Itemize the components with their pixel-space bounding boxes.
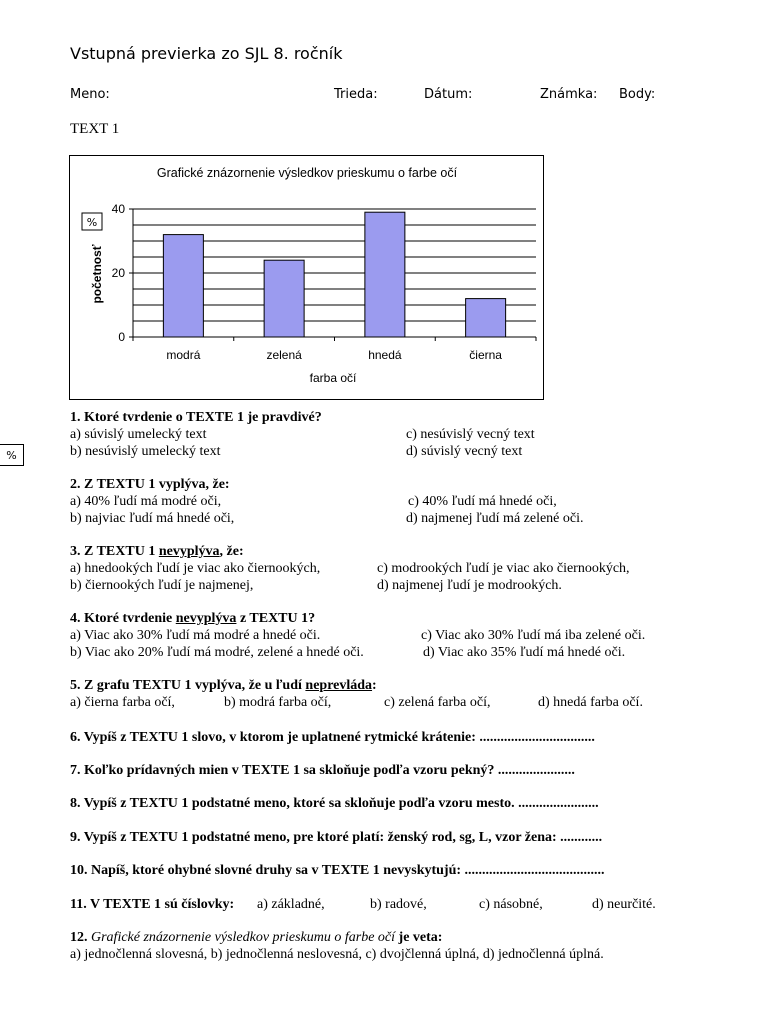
q3-option-a: a) hnedookých ľudí je viac ako čiernookých, xyxy=(70,561,321,576)
q2-option-d: d) najmenej ľudí má zelené oči. xyxy=(406,511,584,526)
x-tick-label: čierna xyxy=(469,348,502,362)
bar-3 xyxy=(466,299,506,337)
q5-option-d: d) hnedá farba očí. xyxy=(538,695,643,710)
q11-option-b: b) radové, xyxy=(370,897,427,912)
q3-option-b: b) čiernookých ľudí je najmenej, xyxy=(70,578,254,593)
q12-title: 12. Grafické znázornenie výsledkov prieskumu o farbe očí je veta: xyxy=(70,930,443,945)
q7: 7. Koľko prídavných mien v TEXTE 1 sa skloňuje podľa vzoru pekný? ...................... xyxy=(70,763,575,778)
q11-option-a: a) základné, xyxy=(257,897,325,912)
y-tick-label: 0 xyxy=(118,330,125,344)
q1-option-c: c) nesúvislý vecný text xyxy=(406,427,535,442)
bar-1 xyxy=(264,260,304,337)
page-title: Vstupná previerka zo SJL 8. ročník xyxy=(70,44,343,63)
q11-option-d: d) neurčité. xyxy=(592,897,656,912)
y-tick-label: 20 xyxy=(111,266,125,280)
q4-title: 4. Ktoré tvrdenie nevyplýva z TEXTU 1? xyxy=(70,611,316,626)
y-axis-label: početnosť xyxy=(90,244,104,304)
q6: 6. Vypíš z TEXTU 1 slovo, v ktorom je uplatnené rytmické krátenie: ................................. xyxy=(70,730,595,745)
points-label: Body: xyxy=(619,87,656,102)
q9: 9. Vypíš z TEXTU 1 podstatné meno, pre ktoré platí: ženský rod, sg, L, vzor žena: ............ xyxy=(70,830,603,845)
q3-option-d: d) najmenej ľudí je modrookých. xyxy=(377,578,562,593)
bar-chart xyxy=(70,156,543,399)
grade-label: Známka: xyxy=(540,87,598,102)
bar-2 xyxy=(365,212,405,337)
x-tick-label: zelená xyxy=(266,348,302,362)
q1-title: 1. Ktoré tvrdenie o TEXTE 1 je pravdivé? xyxy=(70,410,322,425)
q4-option-b: b) Viac ako 20% ľudí má modré, zelené a hnedé oči. xyxy=(70,645,364,660)
q4-option-c: c) Viac ako 30% ľudí má iba zelené oči. xyxy=(421,628,646,643)
x-axis-label: farba očí xyxy=(309,371,357,385)
q5-option-b: b) modrá farba očí, xyxy=(224,695,332,710)
q1-option-a: a) súvislý umelecký text xyxy=(70,427,207,442)
q8: 8. Vypíš z TEXTU 1 podstatné meno, ktoré sa skloňuje podľa vzoru mesto. ....................... xyxy=(70,796,599,811)
class-label: Trieda: xyxy=(334,87,378,102)
q5-option-c: c) zelená farba očí, xyxy=(384,695,491,710)
q2-title: 2. Z TEXTU 1 vyplýva, že: xyxy=(70,477,230,492)
x-tick-label: modrá xyxy=(166,348,201,362)
q2-option-a: a) 40% ľudí má modré oči, xyxy=(70,494,222,509)
q1-option-b: b) nesúvislý umelecký text xyxy=(70,444,221,459)
side-percent-box: % xyxy=(0,444,24,466)
q3-option-c: c) modrookých ľudí je viac ako čiernookých, xyxy=(377,561,630,576)
q3-title: 3. Z TEXTU 1 nevyplýva, že: xyxy=(70,544,244,559)
q10: 10. Napíš, ktoré ohybné slovné druhy sa v TEXTE 1 nevyskytujú: ........................................ xyxy=(70,863,605,878)
q12-options: a) jednočlenná slovesná, b) jednočlenná neslovesná, c) dvojčlenná úplná, d) jednočlenná úplná. xyxy=(70,947,604,962)
bar-0 xyxy=(163,235,203,337)
q2-option-c: c) 40% ľudí má hnedé oči, xyxy=(408,494,557,509)
eye-color-chart xyxy=(69,155,544,400)
q11-option-c: c) násobné, xyxy=(479,897,543,912)
q2-option-b: b) najviac ľudí má hnedé oči, xyxy=(70,511,235,526)
unit-box-label: % xyxy=(86,216,98,229)
q4-option-a: a) Viac ako 30% ľudí má modré a hnedé oči. xyxy=(70,628,321,643)
q5-option-a: a) čierna farba očí, xyxy=(70,695,175,710)
q4-option-d: d) Viac ako 35% ľudí má hnedé oči. xyxy=(423,645,626,660)
y-tick-label: 40 xyxy=(111,202,125,216)
q5-title: 5. Z grafu TEXTU 1 vyplýva, že u ľudí neprevláda: xyxy=(70,678,377,693)
date-label: Dátum: xyxy=(424,87,473,102)
x-tick-label: hnedá xyxy=(368,348,402,362)
q1-option-d: d) súvislý vecný text xyxy=(406,444,523,459)
name-label: Meno: xyxy=(70,87,110,102)
q11-title: 11. V TEXTE 1 sú číslovky: xyxy=(70,897,235,912)
chart-title: Grafické znázornenie výsledkov prieskumu o farbe očí xyxy=(156,166,458,180)
text-label: TEXT 1 xyxy=(70,121,120,137)
